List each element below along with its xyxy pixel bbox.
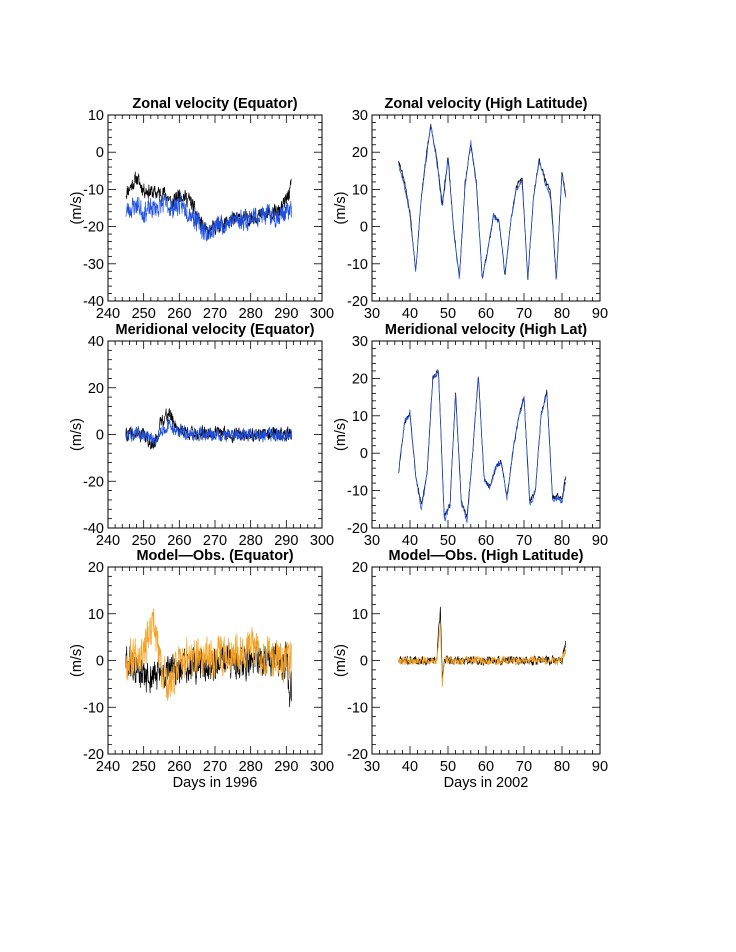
x-tick-label: 250 xyxy=(131,533,156,549)
series-group xyxy=(126,609,292,707)
y-tick-label: 20 xyxy=(351,560,368,576)
x-tick-label: 90 xyxy=(591,306,609,322)
chart-panel-diff-hl xyxy=(333,548,608,791)
x-tick-label: 60 xyxy=(477,306,495,322)
series-line-black xyxy=(399,124,566,280)
chart-panel-merid-hl xyxy=(333,322,608,549)
x-tick-label: 60 xyxy=(477,759,495,775)
series-group xyxy=(399,124,566,280)
y-tick-label: 30 xyxy=(351,108,368,124)
x-tick-label: 290 xyxy=(274,306,299,322)
x-tick-label: 270 xyxy=(202,306,228,322)
x-tick-label: 280 xyxy=(238,306,263,322)
series-group xyxy=(126,409,292,450)
y-tick-label: -20 xyxy=(83,219,104,236)
x-tick-label: 90 xyxy=(591,533,609,549)
plot-frame xyxy=(372,341,600,528)
series-group xyxy=(126,172,292,241)
chart-title: Model—Obs. (High Latitude) xyxy=(388,548,584,564)
x-tick-label: 80 xyxy=(553,533,571,549)
y-tick-label: -20 xyxy=(83,474,104,491)
series-line-blue xyxy=(399,127,566,279)
y-tick-label: 40 xyxy=(87,334,104,350)
x-tick-label: 280 xyxy=(238,533,263,549)
x-tick-label: 50 xyxy=(439,533,457,549)
x-tick-label: 60 xyxy=(477,533,495,549)
y-axis-label: (m/s) xyxy=(69,191,85,225)
series-line-black xyxy=(126,409,292,450)
y-tick-label: -10 xyxy=(347,256,368,273)
x-tick-label: 40 xyxy=(401,306,419,322)
chart-panel-diff-eq xyxy=(69,548,334,791)
chart-title: Meridional velocity (High Lat) xyxy=(384,322,588,338)
series-line-blue xyxy=(126,418,292,446)
y-tick-label: 0 xyxy=(95,427,104,444)
y-tick-label: 0 xyxy=(95,145,104,162)
x-tick-label: 240 xyxy=(95,759,121,775)
y-tick-label: 20 xyxy=(351,371,368,388)
y-tick-label: 10 xyxy=(351,182,368,199)
x-tick-label: 260 xyxy=(167,759,192,775)
series-group xyxy=(399,607,566,686)
x-tick-label: 70 xyxy=(515,759,533,775)
x-tick-label: 40 xyxy=(401,759,419,775)
series-group xyxy=(399,370,566,523)
x-axis-label: Days in 2002 xyxy=(443,775,529,791)
x-tick-label: 240 xyxy=(95,306,121,322)
y-tick-label: -40 xyxy=(83,521,104,537)
series-line-blue xyxy=(399,370,566,523)
x-tick-label: 260 xyxy=(167,306,192,322)
x-tick-label: 270 xyxy=(202,533,228,549)
y-tick-label: 10 xyxy=(87,108,104,124)
x-tick-label: 260 xyxy=(167,533,192,549)
y-tick-label: 0 xyxy=(359,653,368,670)
y-tick-label: 0 xyxy=(359,219,368,236)
y-tick-label: -20 xyxy=(347,294,368,310)
y-tick-label: 20 xyxy=(87,560,104,576)
x-tick-label: 290 xyxy=(274,533,299,549)
x-tick-label: 80 xyxy=(553,306,571,322)
y-tick-label: 0 xyxy=(359,446,368,463)
plot-frame xyxy=(372,115,600,301)
x-tick-label: 290 xyxy=(274,759,299,775)
y-tick-label: 10 xyxy=(351,606,368,623)
series-line-orange xyxy=(399,623,566,686)
y-axis-label: (m/s) xyxy=(69,417,85,452)
y-tick-label: -20 xyxy=(347,747,368,763)
x-tick-label: 50 xyxy=(439,759,457,775)
series-line-black xyxy=(399,607,566,681)
y-axis-label: (m/s) xyxy=(69,643,85,678)
y-tick-label: -10 xyxy=(83,700,104,717)
x-tick-label: 30 xyxy=(363,759,381,775)
y-axis-label: (m/s) xyxy=(333,643,349,678)
chart-title: Model—Obs. (Equator) xyxy=(136,548,294,564)
x-tick-label: 240 xyxy=(95,533,121,549)
x-tick-label: 300 xyxy=(309,306,335,322)
y-axis-label: (m/s) xyxy=(333,417,349,452)
y-tick-label: 10 xyxy=(351,408,368,425)
x-tick-label: 90 xyxy=(591,759,609,775)
x-tick-label: 300 xyxy=(309,533,335,549)
x-tick-label: 280 xyxy=(238,759,263,775)
x-tick-label: 30 xyxy=(363,533,381,549)
y-tick-label: -10 xyxy=(83,182,104,199)
x-tick-label: 40 xyxy=(401,533,419,549)
y-tick-label: 0 xyxy=(95,653,104,670)
x-tick-label: 270 xyxy=(202,759,228,775)
chart-panel-merid-eq xyxy=(69,322,334,549)
x-tick-label: 250 xyxy=(131,306,156,322)
x-tick-label: 300 xyxy=(309,759,335,775)
y-tick-label: -30 xyxy=(83,256,104,273)
chart-title: Zonal velocity (Equator) xyxy=(132,96,298,112)
chart-title: Zonal velocity (High Latitude) xyxy=(384,96,588,112)
chart-panel-zonal-eq xyxy=(69,96,334,322)
x-tick-label: 70 xyxy=(515,306,533,322)
x-tick-label: 30 xyxy=(363,306,381,322)
x-axis-label: Days in 1996 xyxy=(172,775,258,791)
y-tick-label: 10 xyxy=(87,606,104,623)
y-axis-label: (m/s) xyxy=(333,191,349,225)
x-tick-label: 250 xyxy=(131,759,156,775)
x-tick-label: 80 xyxy=(553,759,571,775)
y-tick-label: -10 xyxy=(347,700,368,717)
chart-panel-zonal-hl xyxy=(333,96,608,322)
y-tick-label: 30 xyxy=(351,334,368,350)
y-tick-label: -10 xyxy=(347,483,368,500)
chart-title: Meridional velocity (Equator) xyxy=(115,322,315,338)
y-tick-label: 20 xyxy=(351,145,368,162)
y-tick-label: -20 xyxy=(347,521,368,537)
x-tick-label: 50 xyxy=(439,306,457,322)
x-tick-label: 70 xyxy=(515,533,533,549)
y-tick-label: -40 xyxy=(83,294,104,310)
y-tick-label: 20 xyxy=(87,380,104,397)
y-tick-label: -20 xyxy=(83,747,104,763)
